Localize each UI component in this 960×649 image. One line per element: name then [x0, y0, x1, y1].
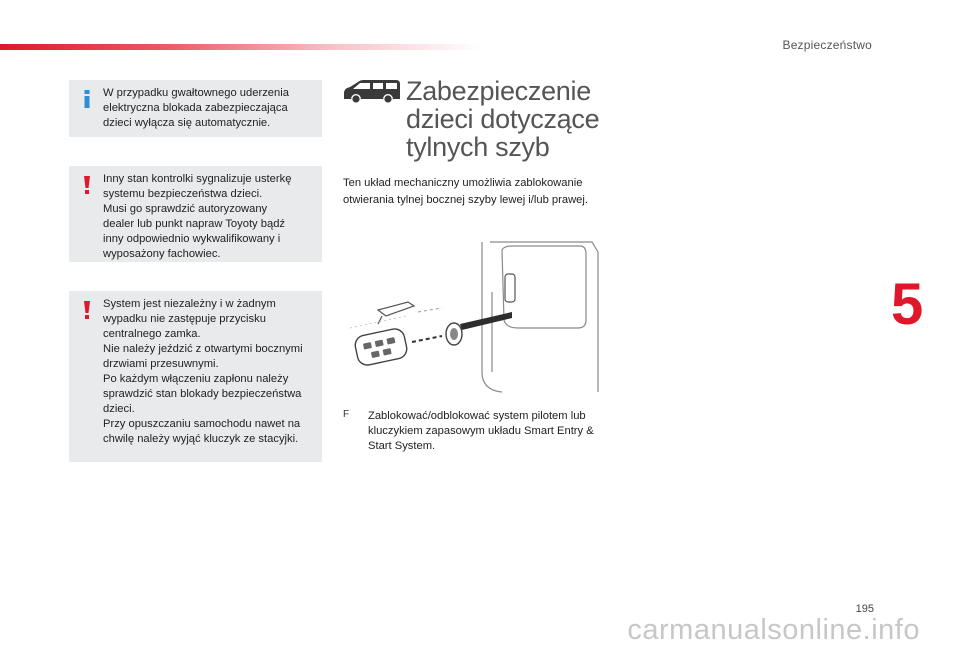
section-title: Bezpieczeństwo — [782, 38, 872, 52]
van-icon — [342, 78, 402, 106]
instruction-step — [343, 409, 603, 454]
page-heading: Zabezpieczenie dzieci dotyczące tylnych szyb — [406, 76, 600, 162]
info-note — [69, 80, 322, 137]
warning-note — [69, 291, 322, 462]
info-icon — [82, 90, 92, 108]
watermark: carmanualsonline.info — [627, 614, 920, 646]
warning-icon — [82, 301, 92, 319]
info-note-text: W przypadku gwałtownego uderzenia elektryczna blokada zabezpieczająca dzieci wyłącza się automatycznie. — [103, 87, 289, 129]
bullet-mark: F — [343, 409, 350, 420]
chapter-number: 5 — [891, 272, 924, 337]
page-number: 195 — [855, 603, 874, 615]
warning-icon — [82, 176, 92, 194]
header-accent-bar — [0, 44, 480, 50]
warning-note-text: Inny stan kontrolki sygnalizuje usterkę systemu bezpieczeństwa dzieci. Musi go sprawdzić autoryzowany dealer lub punkt napraw Toyoty bądź inny odpowiednio wykwalifikowany i wyposażony fachowiec. — [103, 173, 292, 260]
warning-note — [69, 166, 322, 262]
warning-note-text: System jest niezależny i w żadnym wypadku nie zastępuje przycisku centralnego zamka. Nie należy jeździć z otwartymi bocznymi drzwiami przesuwnymi. Po każdym włączeniu zapłonu należy sprawdzić stan blokady bezpieczeństwa dzieci. Przy opuszczaniu samochodu nawet na chwilę należy wyjąć kluczyk ze stacyjki. — [103, 298, 303, 445]
intro-paragraph: Ten układ mechaniczny umożliwia zablokowanie otwierania tylnej bocznej szyby lewej i/lub prawej. — [343, 177, 588, 206]
instruction-text: Zablokować/odblokować system pilotem lub kluczykiem zapasowym układu Smart Entry & Start System. — [368, 410, 594, 452]
child-lock-illustration — [342, 232, 602, 397]
